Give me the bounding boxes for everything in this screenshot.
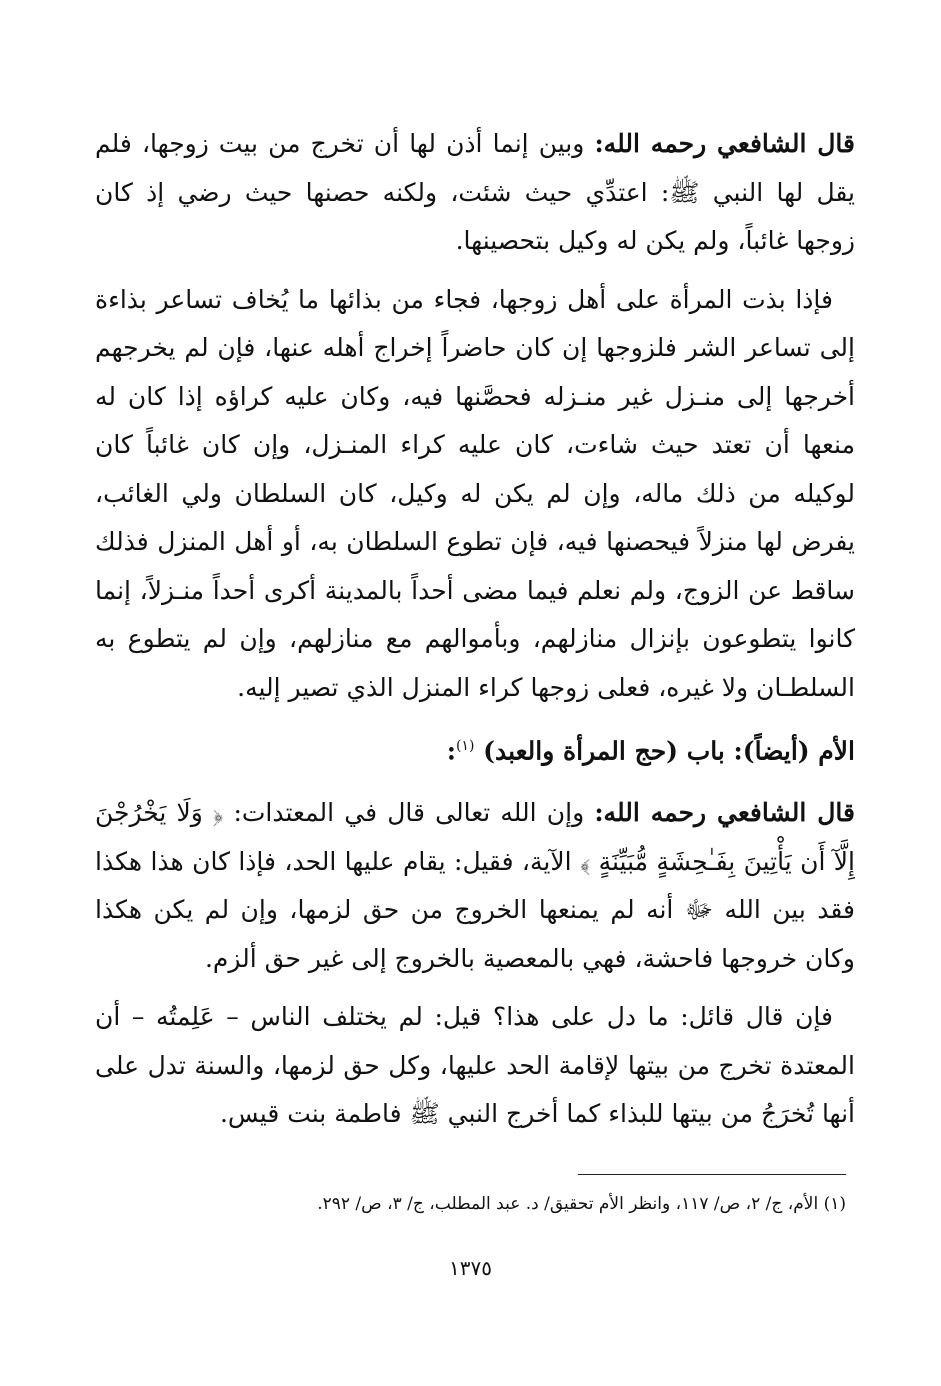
footnote: (١) الأم، ج/ ٢، ص/ ١١٧، وانظر الأم تحقيق/ د. عبد المطلب، ج/ ٣، ص/ ٢٩٢. [317, 1194, 846, 1214]
page-body [95, 120, 855, 1149]
heading-suffix: : [446, 736, 456, 766]
paragraph-1 [95, 120, 855, 266]
paragraph-text: فإذا بذت المرأة على أهل زوجها، فجاء من بذائها ما يُخاف تساعر بذاءة إلى تساعر الشر فلزوجها إن كان حاضراً إخراج أهله عنها، فإن لم يخرجهم أخرجها إلى منـزل غير منـزله فحصَّنها فيه، وكان عليه كراؤه إذا كان له منعها أن تعتد حيث شاءت، كان عليه كراء المنـزل، وإن كان غائباً كان لوكيله من ذلك ماله، وإن لم يكن له وكيل، كان السلطان ولي الغائب، يفرض لها منزلاً فيحصنها فيه، فإن تطوع السلطان به، أو أهل المنزل فذلك ساقط عن الزوج، ولم نعلم فيما مضى أحداً بالمدينة أكرى أحداً منـزلاً، إنما كانوا يتطوعون بإنزال منازلهم، وبأموالهم مع منازلهم، وإن لم يتطوع به السلطـان ولا غيره، فعلى زوجها كراء المنزل الذي تصير إليه. [95, 284, 855, 702]
paragraph-text: فإن قال قائل: ما دل على هذا؟ قيل: لم يختلف الناس – عَلِمتُه – أن المعتدة تخرج من بيتها لإقامة الحد عليها، وكل حق لزمها، والسنة تدل على أنها تُخرَجُ من بيتها للبذاء كما أخرج النبي ﷺ فاطمة بنت قيس. [95, 1002, 855, 1129]
footnote-reference: (١) [455, 738, 475, 754]
paragraph-4 [95, 993, 855, 1139]
footnote-separator [578, 1174, 846, 1175]
speaker-lead: قال الشافعي رحمه الله: [594, 129, 855, 158]
paragraph-2 [95, 276, 855, 713]
paragraph-text: وبين إنما أذن لها أن تخرج من بيت زوجها، فلم يقل لها النبي ﷺ: اعتدِّي حيث شئت، ولكنه حصنها حيث رضي إذ كان زوجها غائباً، ولم يكن له وكيل بتحصينها. [95, 129, 855, 255]
page-number: ١٣٧٥ [449, 1256, 492, 1280]
paragraph-text: وإن الله تعالى قال في المعتدات: ﴿ وَلَا يَخْرُجْنَ إِلَّآ أَن يَأْتِينَ بِفَـٰحِشَةٍ مُّبَيِّنَةٍ ﴾ الآية، فقيل: يقام عليها الحد، فإذا كان هذا هكذا فقد بين الله ﷻ أنه لم يمنعها الخروج من حق لزمها، وإن لم يكن هكذا وكان خروجها فاحشة، فهي بالمعصية بالخروج إلى غير حق ألزم. [95, 798, 855, 973]
paragraph-3 [95, 789, 855, 983]
heading-text: الأم (أيضاً): باب (حج المرأة والعبد) [483, 736, 855, 766]
section-heading [95, 722, 855, 775]
speaker-lead: قال الشافعي رحمه الله: [594, 798, 856, 828]
